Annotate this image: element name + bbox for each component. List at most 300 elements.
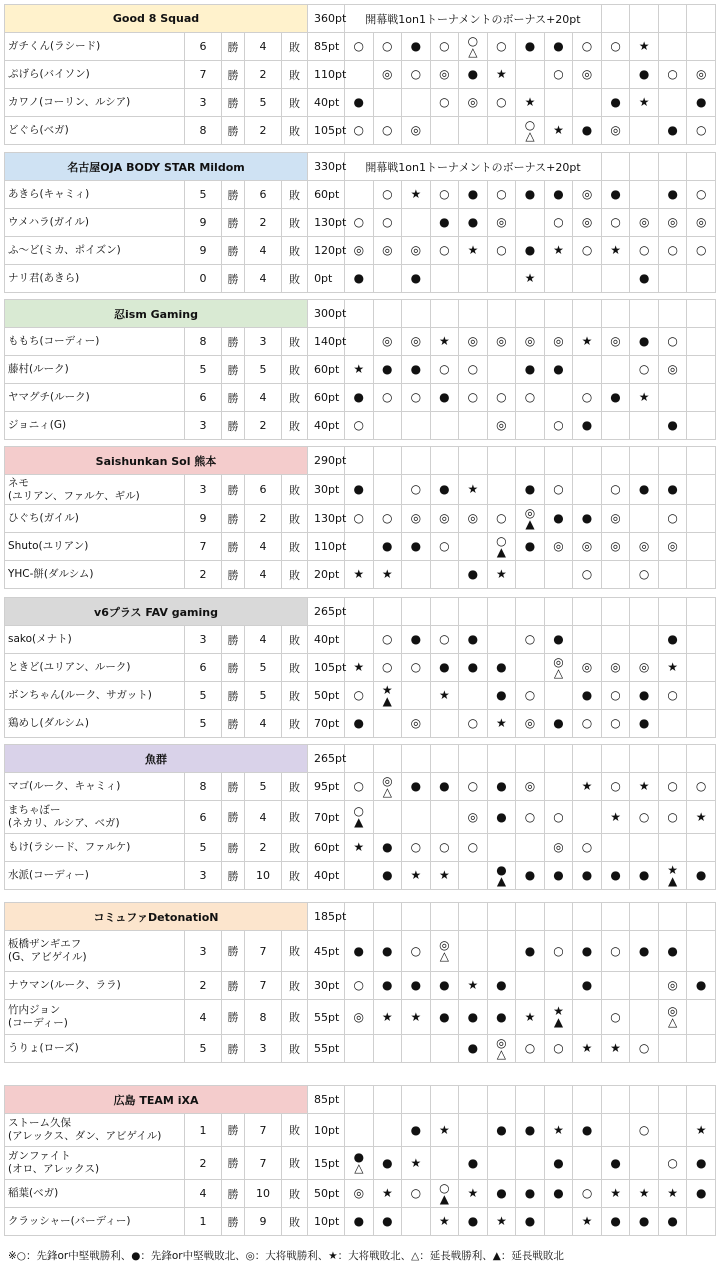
match-result xyxy=(687,561,716,589)
match-result: ● xyxy=(516,181,545,209)
team-name: 魚群 xyxy=(5,745,308,773)
empty-cell xyxy=(601,5,630,33)
losses-count: 2 xyxy=(245,209,282,237)
match-result: ○ xyxy=(373,117,402,145)
loss-label: 敗 xyxy=(282,931,308,972)
match-result xyxy=(658,1035,687,1063)
match-result xyxy=(459,1114,488,1147)
player-name: うりょ(ローズ) xyxy=(5,1035,185,1063)
match-result xyxy=(687,412,716,440)
match-result: ◎ △ xyxy=(544,654,573,682)
match-result: ★ xyxy=(544,117,573,145)
match-result xyxy=(630,626,659,654)
match-result xyxy=(544,384,573,412)
wins-count: 8 xyxy=(185,117,222,145)
player-name: ガンファイト (オロ、アレックス) xyxy=(5,1147,185,1180)
match-result: ◎ xyxy=(573,181,602,209)
match-result: ◎ xyxy=(573,654,602,682)
match-result: ○ xyxy=(487,384,516,412)
match-result: ○ xyxy=(430,237,459,265)
match-result: ● xyxy=(516,356,545,384)
match-result xyxy=(487,475,516,505)
match-result: ○ xyxy=(658,682,687,710)
match-result xyxy=(658,710,687,738)
player-name: 鶏めし(ダルシム) xyxy=(5,710,185,738)
match-result: ○ xyxy=(516,682,545,710)
match-result: ○ xyxy=(402,61,431,89)
match-result: ★ xyxy=(516,1000,545,1035)
win-label: 勝 xyxy=(222,412,245,440)
match-result: ○ xyxy=(402,475,431,505)
match-result: ★ xyxy=(459,1180,488,1208)
match-result: ● xyxy=(573,972,602,1000)
player-points: 95pt xyxy=(308,773,345,801)
losses-count: 5 xyxy=(245,356,282,384)
match-result: ○ xyxy=(601,209,630,237)
team-block xyxy=(4,4,707,145)
match-result xyxy=(373,801,402,834)
win-label: 勝 xyxy=(222,209,245,237)
wins-count: 4 xyxy=(185,1000,222,1035)
match-result: ◎ xyxy=(687,61,716,89)
match-result xyxy=(601,412,630,440)
match-result xyxy=(373,475,402,505)
match-result: ◎ xyxy=(373,237,402,265)
player-row xyxy=(5,505,716,533)
loss-label: 敗 xyxy=(282,834,308,862)
match-result: ◎ xyxy=(516,773,545,801)
match-result: ○ xyxy=(687,117,716,145)
empty-cell xyxy=(687,745,716,773)
player-name: あきら(キャミィ) xyxy=(5,181,185,209)
match-result: ○ xyxy=(487,89,516,117)
match-result: ★ xyxy=(573,328,602,356)
player-name: ひぐち(ガイル) xyxy=(5,505,185,533)
wins-count: 5 xyxy=(185,710,222,738)
player-name: もけ(ラシード、ファルケ) xyxy=(5,834,185,862)
match-result: ◎ △ xyxy=(430,931,459,972)
match-result: ○ xyxy=(373,209,402,237)
win-label: 勝 xyxy=(222,117,245,145)
match-result: ○ xyxy=(459,356,488,384)
empty-cell xyxy=(430,300,459,328)
empty-cell xyxy=(516,745,545,773)
match-result: ● xyxy=(459,181,488,209)
match-result: ◎ xyxy=(402,710,431,738)
match-result: ● xyxy=(402,972,431,1000)
player-name: クラッシャー(バーディー) xyxy=(5,1208,185,1236)
match-result: ★ xyxy=(487,61,516,89)
empty-cell xyxy=(459,1086,488,1114)
match-result xyxy=(402,412,431,440)
match-result: ○ xyxy=(573,1180,602,1208)
match-result: ◎ xyxy=(658,533,687,561)
loss-label: 敗 xyxy=(282,265,308,293)
wins-count: 6 xyxy=(185,384,222,412)
match-result: ○ xyxy=(430,356,459,384)
match-result xyxy=(573,265,602,293)
team-block xyxy=(4,446,691,589)
match-result: ○ xyxy=(630,1035,659,1063)
match-result: ● xyxy=(601,89,630,117)
player-points: 60pt xyxy=(308,384,345,412)
empty-cell xyxy=(544,745,573,773)
empty-cell xyxy=(487,300,516,328)
match-result: ◎ xyxy=(516,328,545,356)
losses-count: 4 xyxy=(245,533,282,561)
match-result xyxy=(345,1035,374,1063)
losses-count: 4 xyxy=(245,710,282,738)
wins-count: 8 xyxy=(185,328,222,356)
match-result: ○ xyxy=(345,972,374,1000)
match-result: ● xyxy=(516,33,545,61)
player-points: 10pt xyxy=(308,1114,345,1147)
player-row xyxy=(5,1180,716,1208)
empty-cell xyxy=(658,153,687,181)
loss-label: 敗 xyxy=(282,1147,308,1180)
loss-label: 敗 xyxy=(282,1035,308,1063)
match-result xyxy=(687,33,716,61)
match-result xyxy=(687,1035,716,1063)
loss-label: 敗 xyxy=(282,972,308,1000)
match-result xyxy=(630,181,659,209)
match-result: ● xyxy=(487,773,516,801)
empty-cell xyxy=(658,1086,687,1114)
empty-cell xyxy=(345,300,374,328)
wins-count: 3 xyxy=(185,412,222,440)
match-result xyxy=(516,654,545,682)
wins-count: 3 xyxy=(185,89,222,117)
losses-count: 7 xyxy=(245,972,282,1000)
match-result: ● xyxy=(430,475,459,505)
loss-label: 敗 xyxy=(282,626,308,654)
match-result: ● xyxy=(573,931,602,972)
empty-cell xyxy=(402,300,431,328)
match-result xyxy=(459,117,488,145)
loss-label: 敗 xyxy=(282,710,308,738)
empty-cell xyxy=(516,598,545,626)
empty-cell xyxy=(459,598,488,626)
loss-label: 敗 xyxy=(282,533,308,561)
player-name: 竹内ジョン (コーディー) xyxy=(5,1000,185,1035)
losses-count: 10 xyxy=(245,862,282,890)
match-result: ○ xyxy=(373,33,402,61)
match-result: ★ xyxy=(687,1114,716,1147)
match-result: ● xyxy=(573,505,602,533)
match-result: ★ xyxy=(630,384,659,412)
match-result: ◎ xyxy=(402,117,431,145)
match-result xyxy=(630,1000,659,1035)
match-result xyxy=(345,626,374,654)
match-result: ★ ▲ xyxy=(544,1000,573,1035)
player-row xyxy=(5,209,716,237)
wins-count: 3 xyxy=(185,862,222,890)
player-name: ストーム久保 (アレックス、ダン、アビゲイル) xyxy=(5,1114,185,1147)
match-result: ○ xyxy=(601,1000,630,1035)
win-label: 勝 xyxy=(222,356,245,384)
player-points: 130pt xyxy=(308,209,345,237)
match-result xyxy=(687,710,716,738)
match-result xyxy=(544,89,573,117)
match-result: ○ xyxy=(402,654,431,682)
losses-count: 4 xyxy=(245,265,282,293)
match-result: ★ xyxy=(430,682,459,710)
win-label: 勝 xyxy=(222,972,245,1000)
match-result: ★ xyxy=(345,356,374,384)
match-result: ○ xyxy=(345,209,374,237)
player-name: YHC-餅(ダルシム) xyxy=(5,561,185,589)
match-result: ○ xyxy=(658,328,687,356)
empty-cell xyxy=(544,300,573,328)
match-result: ★ xyxy=(459,237,488,265)
wins-count: 5 xyxy=(185,181,222,209)
match-result: ★ xyxy=(402,1147,431,1180)
losses-count: 4 xyxy=(245,626,282,654)
match-result: ◎ xyxy=(487,209,516,237)
player-row xyxy=(5,654,716,682)
match-result: ◎ xyxy=(459,505,488,533)
loss-label: 敗 xyxy=(282,356,308,384)
match-result: ◎ xyxy=(516,710,545,738)
wins-count: 8 xyxy=(185,773,222,801)
match-result: ★ xyxy=(630,89,659,117)
player-points: 50pt xyxy=(308,682,345,710)
empty-cell xyxy=(345,745,374,773)
empty-cell xyxy=(573,300,602,328)
win-label: 勝 xyxy=(222,1208,245,1236)
team-points: 265pt xyxy=(308,598,345,626)
match-result: ● xyxy=(516,1208,545,1236)
match-result: ◎ xyxy=(601,505,630,533)
match-result: ○ xyxy=(687,773,716,801)
match-result: ● xyxy=(544,862,573,890)
empty-cell xyxy=(544,598,573,626)
player-row xyxy=(5,682,716,710)
match-result: ★ xyxy=(345,834,374,862)
match-result xyxy=(373,1114,402,1147)
player-points: 30pt xyxy=(308,475,345,505)
player-name: 水派(コーディー) xyxy=(5,862,185,890)
empty-cell xyxy=(373,598,402,626)
match-result: ○ xyxy=(630,561,659,589)
wins-count: 9 xyxy=(185,209,222,237)
match-result xyxy=(687,1000,716,1035)
match-result: ● xyxy=(373,533,402,561)
match-result: ○ xyxy=(573,384,602,412)
empty-cell xyxy=(658,5,687,33)
match-result: ○ xyxy=(658,1147,687,1180)
match-result xyxy=(573,626,602,654)
match-result xyxy=(601,561,630,589)
match-result xyxy=(658,834,687,862)
match-result: ◎ xyxy=(402,237,431,265)
match-result: ○ xyxy=(658,801,687,834)
player-name: ぷげら(バイソン) xyxy=(5,61,185,89)
match-result: ● xyxy=(601,1208,630,1236)
team-name: 忍ism Gaming xyxy=(5,300,308,328)
match-result: ◎ xyxy=(658,356,687,384)
match-result: ○ xyxy=(687,181,716,209)
match-result: ★ ▲ xyxy=(658,862,687,890)
team-points: 265pt xyxy=(308,745,345,773)
match-result: ● xyxy=(345,931,374,972)
player-points: 60pt xyxy=(308,356,345,384)
match-result: ● xyxy=(345,710,374,738)
empty-cell xyxy=(402,447,431,475)
match-result xyxy=(630,117,659,145)
match-result: ● xyxy=(630,682,659,710)
match-result xyxy=(459,862,488,890)
match-result: ○ xyxy=(573,710,602,738)
match-result: ○ xyxy=(459,710,488,738)
player-name: ボンちゃん(ルーク、サガット) xyxy=(5,682,185,710)
loss-label: 敗 xyxy=(282,328,308,356)
match-result xyxy=(487,356,516,384)
player-points: 40pt xyxy=(308,626,345,654)
win-label: 勝 xyxy=(222,801,245,834)
player-points: 55pt xyxy=(308,1035,345,1063)
empty-cell xyxy=(573,598,602,626)
player-row xyxy=(5,1147,716,1180)
match-result: ○ xyxy=(430,834,459,862)
match-result xyxy=(487,626,516,654)
match-result: ● xyxy=(430,1000,459,1035)
match-result: ○ xyxy=(345,117,374,145)
match-result: ● xyxy=(516,533,545,561)
match-result: ○ xyxy=(459,773,488,801)
match-result xyxy=(630,1147,659,1180)
match-result: ★ xyxy=(345,654,374,682)
match-result xyxy=(544,682,573,710)
match-result: ◎ xyxy=(459,328,488,356)
team-name: Saishunkan Sol 熊本 xyxy=(5,447,308,475)
match-result: ● xyxy=(544,356,573,384)
match-result: ● xyxy=(430,654,459,682)
match-result: ● xyxy=(516,475,545,505)
match-result: ● xyxy=(345,265,374,293)
match-result: ● xyxy=(430,773,459,801)
team-name: Good 8 Squad xyxy=(5,5,308,33)
win-label: 勝 xyxy=(222,265,245,293)
losses-count: 2 xyxy=(245,61,282,89)
empty-cell xyxy=(516,447,545,475)
player-points: 130pt xyxy=(308,505,345,533)
match-result: ◎ xyxy=(430,61,459,89)
losses-count: 7 xyxy=(245,1147,282,1180)
losses-count: 7 xyxy=(245,1114,282,1147)
match-result xyxy=(430,1035,459,1063)
player-row xyxy=(5,237,716,265)
wins-count: 2 xyxy=(185,1147,222,1180)
match-result: ★ xyxy=(601,801,630,834)
player-points: 110pt xyxy=(308,61,345,89)
empty-cell xyxy=(544,1086,573,1114)
match-result xyxy=(487,117,516,145)
match-result xyxy=(687,384,716,412)
player-points: 105pt xyxy=(308,654,345,682)
wins-count: 2 xyxy=(185,972,222,1000)
match-result: ○ xyxy=(573,561,602,589)
match-result xyxy=(687,505,716,533)
match-result: ○ △ xyxy=(459,33,488,61)
loss-label: 敗 xyxy=(282,209,308,237)
match-result: ★ xyxy=(373,1000,402,1035)
match-result: ◎ △ xyxy=(658,1000,687,1035)
match-result: ★ xyxy=(487,1208,516,1236)
match-result: ● xyxy=(402,33,431,61)
loss-label: 敗 xyxy=(282,89,308,117)
losses-count: 8 xyxy=(245,1000,282,1035)
match-result: ★ xyxy=(487,561,516,589)
match-result xyxy=(573,356,602,384)
empty-cell xyxy=(459,903,488,931)
match-result: ○ xyxy=(402,1180,431,1208)
match-result: ★ ▲ xyxy=(373,682,402,710)
empty-cell xyxy=(601,598,630,626)
match-result: ◎ xyxy=(345,237,374,265)
loss-label: 敗 xyxy=(282,773,308,801)
player-name: sako(メナト) xyxy=(5,626,185,654)
losses-count: 6 xyxy=(245,475,282,505)
match-result: ● xyxy=(630,710,659,738)
loss-label: 敗 xyxy=(282,862,308,890)
wins-count: 9 xyxy=(185,505,222,533)
match-result: ◎ xyxy=(630,654,659,682)
match-result: ◎ xyxy=(601,654,630,682)
match-result xyxy=(430,117,459,145)
player-row xyxy=(5,89,716,117)
empty-cell xyxy=(402,1086,431,1114)
player-name: 藤村(ルーク) xyxy=(5,356,185,384)
match-result: ● xyxy=(487,682,516,710)
empty-cell xyxy=(630,745,659,773)
match-result xyxy=(544,1208,573,1236)
loss-label: 敗 xyxy=(282,1208,308,1236)
wins-count: 6 xyxy=(185,801,222,834)
loss-label: 敗 xyxy=(282,33,308,61)
match-result xyxy=(658,265,687,293)
player-name: ナウマン(ルーク、ララ) xyxy=(5,972,185,1000)
match-result: ● xyxy=(516,931,545,972)
player-row xyxy=(5,475,716,505)
team-block xyxy=(4,744,707,890)
team-block xyxy=(4,152,707,293)
empty-cell xyxy=(601,447,630,475)
empty-cell xyxy=(573,1086,602,1114)
match-result: ○ xyxy=(430,533,459,561)
match-result: ○ xyxy=(345,33,374,61)
match-result: ● xyxy=(430,972,459,1000)
match-result xyxy=(601,265,630,293)
player-row xyxy=(5,1000,716,1035)
match-result: ◎ xyxy=(373,61,402,89)
match-result xyxy=(687,931,716,972)
empty-cell xyxy=(430,903,459,931)
match-result: ★ xyxy=(459,475,488,505)
match-result xyxy=(687,533,716,561)
player-row xyxy=(5,710,716,738)
player-points: 70pt xyxy=(308,710,345,738)
win-label: 勝 xyxy=(222,1035,245,1063)
match-result: ○ xyxy=(487,237,516,265)
team-points: 300pt xyxy=(308,300,345,328)
player-points: 60pt xyxy=(308,181,345,209)
player-name: マゴ(ルーク、キャミィ) xyxy=(5,773,185,801)
match-result: ★ xyxy=(516,89,545,117)
empty-cell xyxy=(630,153,659,181)
match-result: ◎ xyxy=(544,533,573,561)
match-result: ◎ △ xyxy=(487,1035,516,1063)
